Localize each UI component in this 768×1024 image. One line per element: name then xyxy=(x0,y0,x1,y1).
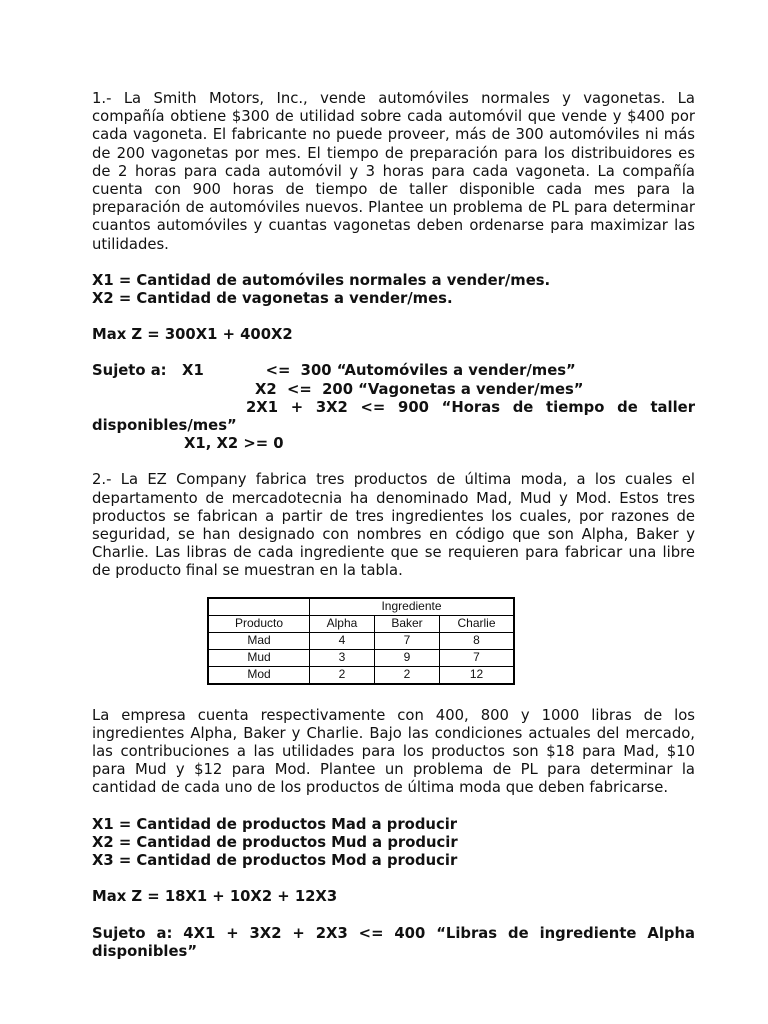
table-cell: Mud xyxy=(208,649,310,666)
table-header-cell: Baker xyxy=(375,615,440,632)
problem1-constraint1: Sujeto a: X1 <= 300 “Automóviles a vender/mes” xyxy=(92,362,576,380)
table-cell: 2 xyxy=(310,666,375,684)
table-row xyxy=(208,632,514,649)
problem2-objective: Max Z = 18X1 + 10X2 + 12X3 xyxy=(92,888,338,906)
table-header-cell: Charlie xyxy=(440,615,515,632)
problem1-var1: X1 = Cantidad de automóviles normales a vender/mes. xyxy=(92,271,551,289)
table-header-cell: Alpha xyxy=(310,615,375,632)
document-page xyxy=(92,90,695,961)
table-header-row xyxy=(208,615,514,632)
table-row xyxy=(208,666,514,684)
problem1-var2: X2 = Cantidad de vagonetas a vender/mes. xyxy=(92,290,453,308)
table-header-cell: Producto xyxy=(208,615,310,632)
table-cell: 7 xyxy=(375,632,440,649)
table-group-header: Ingrediente xyxy=(310,598,515,616)
table-cell: 12 xyxy=(440,666,515,684)
problem2-constraint1: Sujeto a: 4X1 + 3X2 + 2X3 <= 400 “Libras de ingrediente Alpha xyxy=(92,924,695,942)
table-cell: 3 xyxy=(310,649,375,666)
problem2-statement: 2.- La EZ Company fabrica tres productos de última moda, a los cuales el departamento de mercadotecnia ha denominado Mad, Mud y Mod. Estos tres productos se fabrican a partir de tres ingredientes los cuales, por razones de seguridad, se han designado con nombres en código que son Alpha, Baker y Charlie. Las libras de cada ingrediente que se requieren para fabricar una libre de producto final se muestran en la tabla. xyxy=(92,471,695,580)
problem2-var1: X1 = Cantidad de productos Mad a producir xyxy=(92,815,458,833)
problem2-var3: X3 = Cantidad de productos Mod a producir xyxy=(92,852,458,870)
problem1-constraint3-cont: disponibles/mes” xyxy=(92,417,237,435)
table-corner-cell xyxy=(208,598,310,616)
table-cell: 8 xyxy=(440,632,515,649)
ingredient-table-wrapper xyxy=(207,597,695,685)
table-cell: Mad xyxy=(208,632,310,649)
problem2-constraint1-cont: disponibles” xyxy=(92,942,198,960)
table-group-header-row xyxy=(208,598,514,616)
table-row xyxy=(208,649,514,666)
table-cell: 2 xyxy=(375,666,440,684)
ingredient-table xyxy=(207,597,515,685)
table-cell: 4 xyxy=(310,632,375,649)
problem2-statement-2: La empresa cuenta respectivamente con 400, 800 y 1000 libras de los ingredientes Alpha, Baker y Charlie. Bajo las condiciones actuales del mercado, las contribuciones a las utilidades para los productos son $18 para Mad, $10 para Mud y $12 para Mod. Plantee un problema de PL para determinar la cantidad de cada uno de los productos de última moda que deben fabricarse. xyxy=(92,706,695,797)
problem1-constraint2: X2 <= 200 “Vagonetas a vender/mes” xyxy=(255,380,584,398)
table-cell: Mod xyxy=(208,666,310,684)
problem2-var2: X2 = Cantidad de productos Mud a producir xyxy=(92,833,458,851)
table-cell: 9 xyxy=(375,649,440,666)
problem1-objective: Max Z = 300X1 + 400X2 xyxy=(92,326,293,344)
table-cell: 7 xyxy=(440,649,515,666)
problem1-statement: 1.- La Smith Motors, Inc., vende automóviles normales y vagonetas. La compañía obtiene $300 de utilidad sobre cada automóvil que vende y $400 por cada vagoneta. El fabricante no puede proveer, más de 300 automóviles ni más de 200 vagonetas por mes. El tiempo de preparación para los distribuidores es de 2 horas para cada automóvil y 3 horas para cada vagoneta. La compañía cuenta con 900 horas de tiempo de taller disponible cada mes para la preparación de automóviles nuevos. Plantee un problema de PL para determinar cuantos automóviles y cuantas vagonetas deben ordenarse para maximizar las utilidades. xyxy=(92,90,695,253)
problem1-constraint3: 2X1 + 3X2 <= 900 “Horas de tiempo de taller xyxy=(246,398,695,416)
problem1-nonnegativity: X1, X2 >= 0 xyxy=(184,435,284,453)
